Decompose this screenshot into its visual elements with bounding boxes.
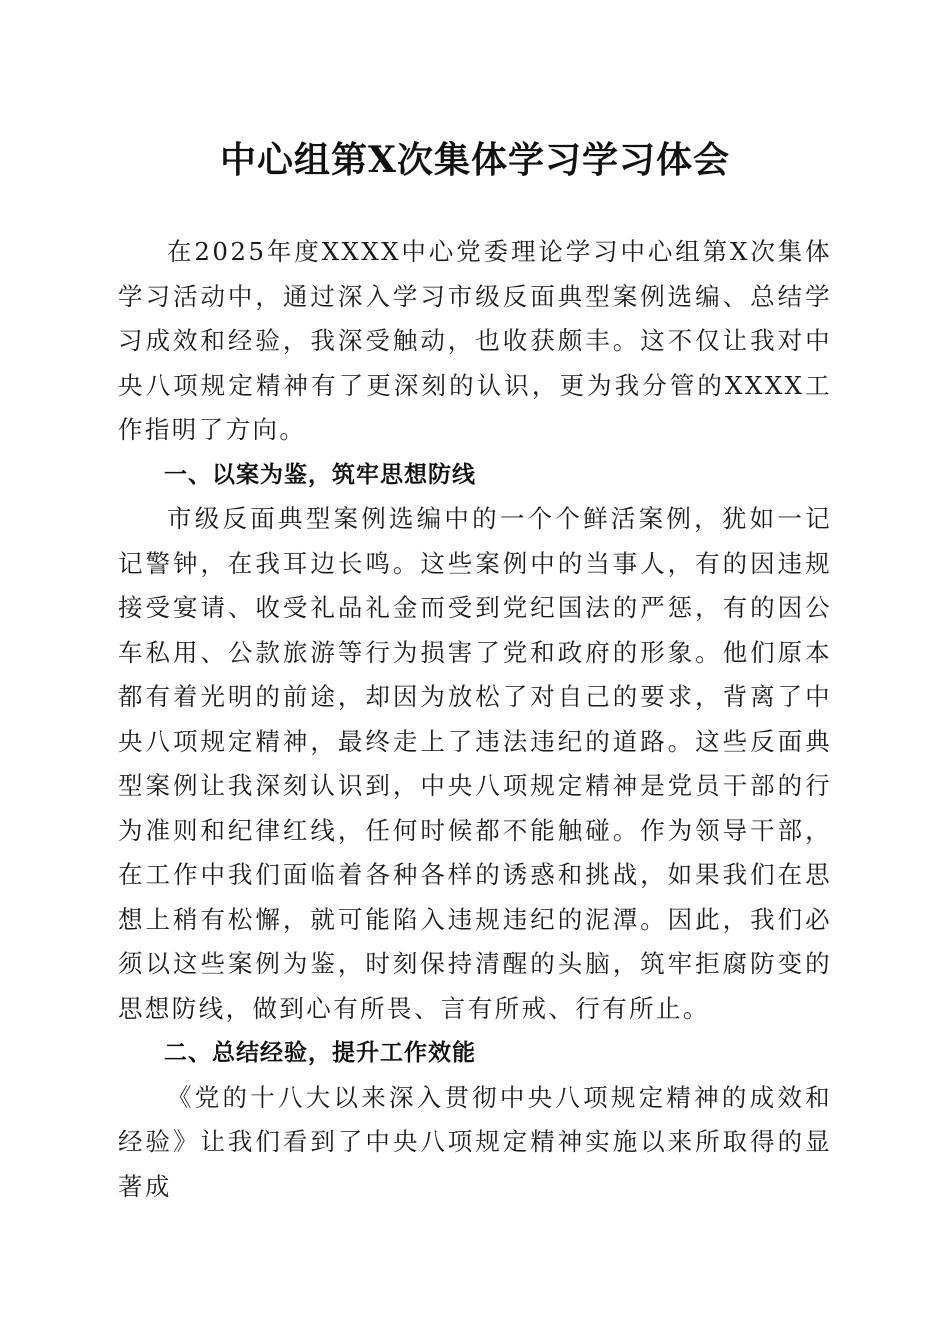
section-1-heading: 一、以案为鉴，筑牢思想防线 [164,461,476,488]
section-1-paragraph: 市级反面典型案例选编中的一个个鲜活案例，犹如一记记警钟，在我耳边长鸣。这些案例中的当事人，有的因违规接受宴请、收受礼品礼金而受到党纪国法的严惩，有的因公车私用、公款旅游等行为损害了党和政府的形象。他们原本都有着光明的前途，却因为放松了对自己的要求，背离了中央八项规定精神，最终走上了违法违纪的道路。这些反面典型案例让我深刻认识到，中央八项规定精神是党员干部的行为准则和纪律红线，任何时候都不能触碰。作为领导干部，在工作中我们面临着各种各样的诱惑和挑战，如果我们在思想上稍有松懈，就可能陷入违规违纪的泥潭。因此，我们必须以这些案例为鉴，时刻保持清醒的头脑，筑牢拒腐防变的思想防线，做到心有所畏、言有所戒、行有所止。 [118,504,832,1023]
document-title: 中心组第X次集体学习学习体会 [220,139,730,181]
section-2-heading: 二、总结经验，提升工作效能 [164,1040,476,1066]
document-body [118,230,832,1209]
section-2-paragraph: 《党的十八大以来深入贯彻中央八项规定精神的成效和经验》让我们看到了中央八项规定精神实施以来所取得的显著成 [118,1082,832,1201]
intro-paragraph: 在2025年度XXXX中心党委理论学习中心组第X次集体学习活动中，通过深入学习市级反面典型案例选编、总结学习成效和经验，我深受触动，也收获颇丰。这不仅让我对中央八项规定精神有了更深刻的认识，更为我分管的XXXX工作指明了方向。 [118,237,832,444]
